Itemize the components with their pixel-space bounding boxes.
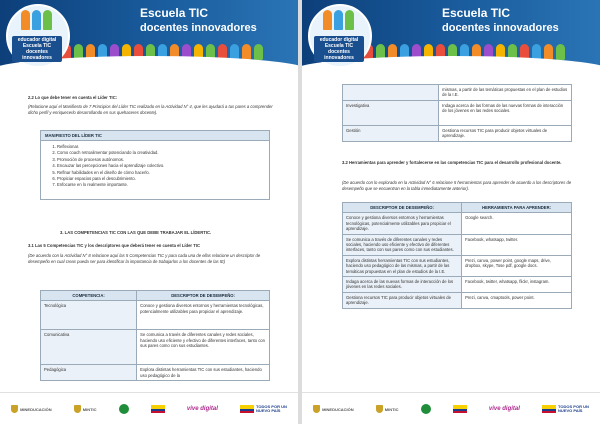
vive-digital-logo: vive digital [186, 406, 218, 412]
banner-subtitle: docentes innovadores [442, 22, 559, 34]
competency-cell: Gestión [343, 125, 439, 141]
descriptor-cell: Gestiona recursos TIC para producir objetos virtuales de aprendizaje. [343, 292, 462, 308]
competency-cell: Pedagógica [41, 365, 137, 381]
document-page-right [302, 0, 600, 424]
tool-cell: Facebook, twitter, whatsapp, flickr, instagram. [462, 277, 572, 293]
table-row [343, 292, 572, 308]
descriptor-cell: Conoce y gestiona diversos entornos y herramientas tecnológicas, potencialmente utilizables para propiciar el aprendizaje. [137, 301, 270, 330]
manifesto-item: 1. Reflexionar. [57, 144, 269, 150]
sena-logo [119, 404, 129, 414]
tool-cell: Prezi, canva, cmaptools, power point. [462, 292, 572, 308]
descriptor-cell: Se comunica a través de diferentes canales y redes sociales, haciendo uso eficiente y efectivo de diferentes interfaces, tanto con sus pares como con sus estudiantes. [137, 330, 270, 365]
descriptor-cell: Indaga acerca de las nuevas formas de interacción de los jóvenes en las redes sociales. [343, 277, 462, 293]
mineducacion-logo: MINEDUCACIÓN [11, 405, 52, 413]
manifesto-item: 3. Promoción de procesos autónomos. [57, 157, 269, 163]
badge-line2: Escuela TIC [22, 43, 52, 49]
flag-icon [542, 405, 556, 413]
todos-logo: TODOS POR UN NUEVO PAÍS [240, 405, 287, 414]
shield-icon [313, 405, 320, 413]
table-row [343, 125, 572, 141]
competency-cell: Comunicativa [41, 330, 137, 365]
competency-cell: Investigativa [343, 100, 439, 125]
column-header: DESCRIPTOR DE DESEMPEÑO: [343, 203, 462, 213]
competency-cell: Tecnológica [41, 301, 137, 330]
tool-cell: Facebook, whatsapp, twitter. [462, 234, 572, 255]
manifesto-item: 6. Propiciar espacios para el descubrimiento. [57, 176, 269, 182]
badge-line3: docentes innovadores [22, 49, 52, 61]
section-3-2-instructions: (De acuerdo con lo explorado en la Actividad N° 6 relacione 5 herramientas para aprender de acuerdo a los descriptores de desempeño que se encuentran en la tabla inmediatamente anterior). [342, 180, 572, 191]
banner-subtitle: docentes innovadores [140, 22, 257, 34]
mintic-logo: MINTIC [376, 405, 399, 413]
header-banner [0, 0, 298, 68]
badge-line1: educador digital [17, 37, 57, 43]
tools-table [342, 202, 572, 309]
manifesto-item: 2. Como coach retroalimentar potenciando la creatividad. [57, 150, 269, 156]
mintic-logo: MINTIC [74, 405, 97, 413]
tool-cell: Prezi, canva, power point, google maps, drive, dropbox, skype, Tose pdf, google docs. [462, 255, 572, 276]
manifesto-box [40, 130, 270, 200]
table-row [343, 277, 572, 293]
sena-logo [421, 404, 431, 414]
column-header: DESCRIPTOR DE DESEMPEÑO: [137, 291, 270, 301]
table-row [41, 365, 270, 381]
banner-title: Escuela TIC [442, 6, 511, 20]
todos-logo: TODOS POR UN NUEVO PAÍS [542, 405, 589, 414]
vive-digital-logo: vive digital [488, 406, 520, 412]
sena-icon [119, 404, 129, 414]
badge-line1: educador digital [319, 37, 359, 43]
competencies-table-continued [342, 84, 572, 142]
descriptor-cell: Explora distintas herramientas TIC con sus estudiantes, haciendo uso pedagógico de las mismas, a partir de las temáticas propuestas en el plan de estudios de la I.E. [343, 255, 462, 276]
table-row [343, 213, 572, 234]
header-banner [302, 0, 600, 68]
table-row [343, 255, 572, 276]
section-2-2-heading: 2.2 Lo que debe tener en cuenta el Líder TIC: [28, 95, 118, 100]
badge-line2: Escuela TIC [324, 43, 354, 49]
computadores-logo [453, 405, 467, 413]
shield-icon [74, 405, 81, 413]
table-row [41, 301, 270, 330]
badge-line3: docentes innovadores [324, 49, 354, 61]
tool-cell: Google search. [462, 213, 572, 234]
table-row [343, 234, 572, 255]
flag-icon [151, 405, 165, 413]
section-3-1-instructions: (De acuerdo con la Actividad N° 8 relacione aquí las 5 Competencias TIC y para cada una de ellas relacione un descriptor de desempeño en cual creas pueda ser para identificar la importancia de trabajarlos a los docentes de las IE) [28, 253, 261, 264]
logo-figures [316, 10, 360, 34]
section-2-2-instructions: (Relacione aquí el Manifiesto de 7 Principios del Líder TIC realizado en la Actividad N° 4, que les ayudará a tus pares a comprender dicho perfil y enriquecerlo desarrollando en sus quehaceres docente). [28, 104, 273, 115]
document-page-left [0, 0, 298, 424]
mineducacion-logo: MINEDUCACIÓN [313, 405, 354, 413]
manifesto-list [41, 144, 269, 189]
shield-icon [11, 405, 18, 413]
banner-title: Escuela TIC [140, 6, 209, 20]
manifesto-item: 5. Reflnar habilidades en el diseño de cómo hacerlo. [57, 170, 269, 176]
competency-cell [343, 85, 439, 101]
descriptor-cell: Gestiona recursos TIC para producir objetos virtuales de aprendizaje. [439, 125, 572, 141]
descriptor-cell: mismas, a partir de las temáticas propuestas en el plan de estudios de la I.E. [439, 85, 572, 101]
logo-figures [14, 10, 58, 34]
footer-logos [0, 392, 298, 424]
column-header: HERRAMIENTA PARA APRENDER: [462, 203, 572, 213]
table-row [343, 100, 572, 125]
computadores-logo [151, 405, 165, 413]
table-header-row [343, 203, 572, 213]
logo-badge [12, 36, 62, 62]
flag-icon [453, 405, 467, 413]
flag-icon [240, 405, 254, 413]
descriptor-cell: Explora distintas herramientas TIC con sus estudiantes, haciendo uso pedagógico de la [137, 365, 270, 381]
manifesto-title: MANIFIESTO DEL LÍDER TIC [41, 131, 269, 141]
descriptor-cell: Indaga acerca de las formas de las nuevas formas de interacción de los jóvenes en las redes sociales. [439, 100, 572, 125]
column-header: COMPETENCIA: [41, 291, 137, 301]
manifesto-item: 4. Encauzar las percepciones hacia el aprendizaje colectivo. [57, 163, 269, 169]
sena-icon [421, 404, 431, 414]
section-3-2-heading: 3.2 Herramientas para aprender y fortalecerse en las competencias TIC para el desarrollo profesional docente. [342, 160, 562, 165]
descriptor-cell: Se comunica a través de diferentes canales y redes sociales, haciendo uso eficiente y efectivo de diferentes interfaces, tanto con sus pares como con sus estudiantes. [343, 234, 462, 255]
table-row [343, 85, 572, 101]
table-header-row [41, 291, 270, 301]
logo-badge [314, 36, 364, 62]
table-row [41, 330, 270, 365]
section-3-heading: 3. LAS COMPETENCIAS TIC CON LAS QUE DEBE TRABAJAR EL LÍDERTIC. [60, 230, 212, 235]
descriptor-cell: Conoce y gestiona diversos entornos y herramientas tecnológicas, potencialmente utilizables para propiciar el aprendizaje. [343, 213, 462, 234]
shield-icon [376, 405, 383, 413]
section-3-1-heading: 3.1 Las 5 Competencias TIC y los descriptores que deberá tener en cuenta el Líder TIC [28, 243, 200, 248]
manifesto-item: 7. Enfocarse en lo realmente importante. [57, 182, 269, 188]
competencies-table [40, 290, 270, 381]
footer-logos [302, 392, 600, 424]
